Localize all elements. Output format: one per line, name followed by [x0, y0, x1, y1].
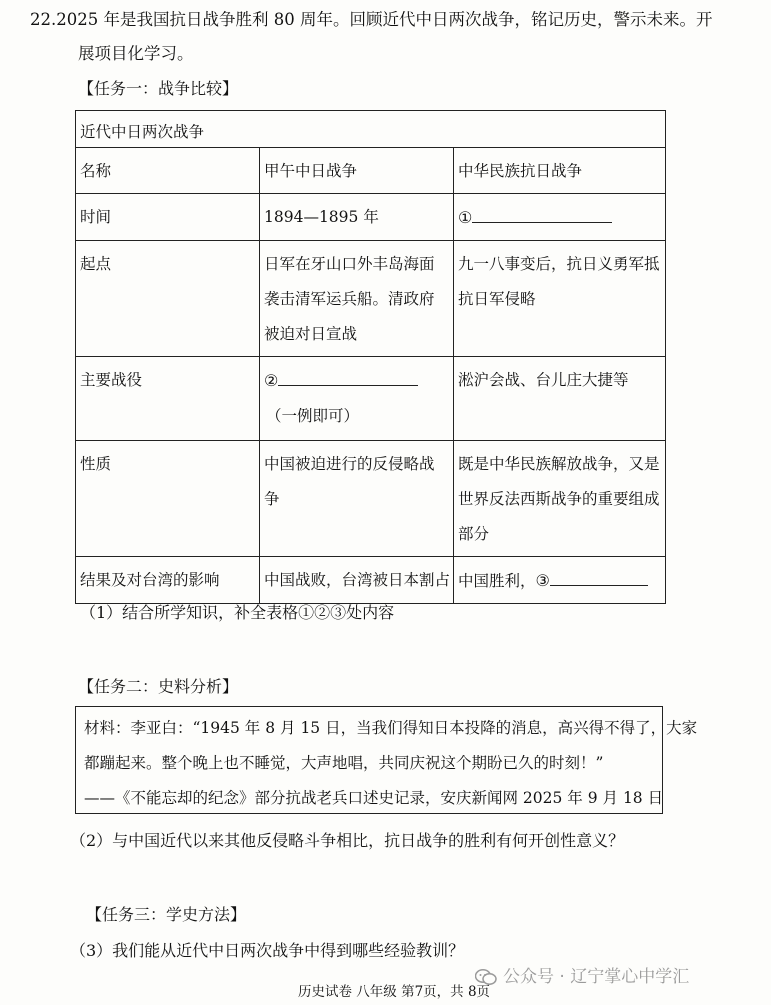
- row-label-time: 时间: [76, 194, 260, 241]
- blank-marker-1: ①: [458, 208, 473, 227]
- table-row: [76, 557, 666, 604]
- table-row: [76, 241, 666, 357]
- table-row: [76, 194, 666, 241]
- task1-title: 【任务一：战争比较】: [78, 79, 239, 98]
- table-caption: 近代中日两次战争: [76, 111, 666, 148]
- cell-anti-japanese-war-start: 九一八事变后，抗日义勇军抵抗日军侵略: [454, 241, 666, 357]
- material-line-1: 材料：李亚白：“1945 年 8 月 15 日，当我们得知日本投降的消息，高兴得不得了，大家: [84, 719, 698, 737]
- row-label-result: 结果及对台湾的影响: [76, 557, 260, 604]
- source-material-box: [75, 706, 698, 814]
- cell-anti-japanese-war-battles: 淞沪会战、台儿庄大捷等: [454, 357, 666, 441]
- question-intro-line1: 22.2025 年是我国抗日战争胜利 80 周年。回顾近代中日两次战争，铭记历史，警示未来。开: [30, 10, 713, 29]
- subquestion-3: （3）我们能从近代中日两次战争中得到哪些经验教训？: [70, 941, 465, 960]
- blank-marker-3: ③: [535, 571, 550, 590]
- material-source: ——《不能忘却的纪念》部分抗战老兵口述史记录，安庆新闻网 2025 年 9 月 18 日: [84, 789, 664, 807]
- cell-sino-japanese-war-start: 日军在牙山口外丰岛海面袭击清军运兵船。清政府被迫对日宣战: [260, 241, 454, 357]
- blank-marker-2: ②: [264, 371, 279, 390]
- comparison-table: [75, 110, 666, 604]
- answer-blank-3[interactable]: [550, 569, 648, 586]
- cell-anti-japanese-war-time: [454, 194, 666, 241]
- material-line-2: 都蹦起来。整个晚上也不睡觉，大声地唱，共同庆祝这个期盼已久的时刻！”: [84, 754, 604, 772]
- task3-title: 【任务三：学史方法】: [86, 905, 247, 924]
- row-label-battles: 主要战役: [76, 357, 260, 441]
- cell-anti-japanese-war-nature: 既是中华民族解放战争，又是世界反法西斯战争的重要组成部分: [454, 441, 666, 557]
- cell-sino-japanese-war-battles: [260, 357, 454, 441]
- cell-anti-japanese-war-result: [454, 557, 666, 604]
- page-footer: 历史试卷 八年级 第7页，共 8页: [298, 984, 491, 1000]
- row-label-name: 名称: [76, 148, 260, 194]
- row-label-nature: 性质: [76, 441, 260, 557]
- watermark-text: 公众号 · 辽宁掌心中学汇: [503, 967, 690, 987]
- row-label-start: 起点: [76, 241, 260, 357]
- cell-anti-japanese-war-name: 中华民族抗日战争: [454, 148, 666, 194]
- one-example-note: （一例即可）: [266, 407, 360, 425]
- answer-blank-1[interactable]: [472, 206, 612, 223]
- result-text: 中国胜利，: [458, 572, 536, 590]
- cell-sino-japanese-war-time: 1894—1895 年: [260, 194, 454, 241]
- subquestion-1: （1）结合所学知识，补全表格①②③处内容: [80, 603, 395, 622]
- answer-blank-2[interactable]: [278, 369, 418, 386]
- table-row: [76, 357, 666, 441]
- table-caption-row: [76, 111, 666, 148]
- subquestion-2: （2）与中国近代以来其他反侵略斗争相比，抗日战争的胜利有何开创性意义？: [70, 831, 625, 850]
- table-row: [76, 148, 666, 194]
- watermark: [475, 962, 689, 987]
- cell-sino-japanese-war-nature: 中国被迫进行的反侵略战争: [260, 441, 454, 557]
- task2-title: 【任务二：史料分析】: [78, 677, 239, 696]
- table-row: [76, 441, 666, 557]
- cell-sino-japanese-war-result: 中国战败，台湾被日本割占: [260, 557, 454, 604]
- cell-sino-japanese-war-name: 甲午中日战争: [260, 148, 454, 194]
- question-intro-line2: 展项目化学习。: [78, 44, 194, 63]
